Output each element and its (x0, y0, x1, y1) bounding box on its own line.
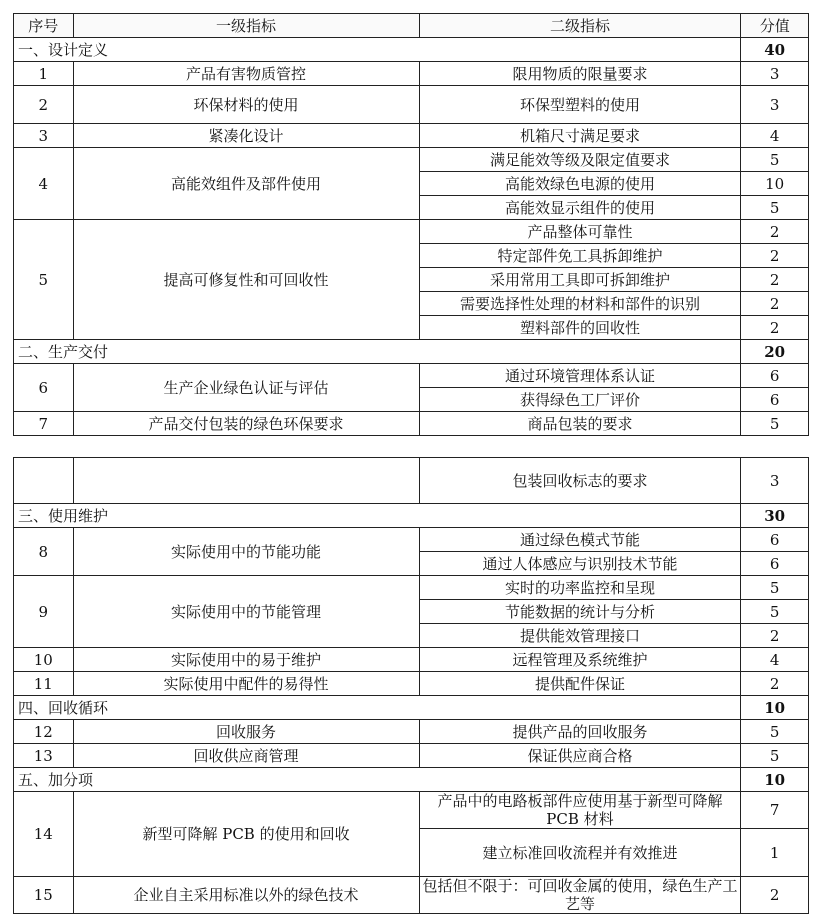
level2-indicator: 需要选择性处理的材料和部件的识别 (419, 292, 741, 316)
table-row (14, 62, 809, 86)
table-row (14, 672, 809, 696)
table-row (14, 86, 809, 124)
item-number: 4 (14, 148, 74, 220)
item-number: 14 (14, 792, 74, 877)
table-row (14, 528, 809, 552)
score-value: 2 (741, 244, 809, 268)
header-score: 分值 (741, 14, 809, 38)
item-number: 9 (14, 576, 74, 648)
table-row (14, 720, 809, 744)
table-row (14, 458, 809, 504)
score-value: 4 (741, 648, 809, 672)
section-score: 20 (741, 340, 809, 364)
level2-indicator: 建立标准回收流程并有效推进 (419, 829, 741, 877)
level1-indicator: 环保材料的使用 (73, 86, 419, 124)
score-value: 6 (741, 552, 809, 576)
level2-indicator: 采用常用工具即可拆卸维护 (419, 268, 741, 292)
level2-indicator: 包括但不限于：可回收金属的使用，绿色生产工艺等 (419, 877, 741, 914)
level1-indicator: 生产企业绿色认证与评估 (73, 364, 419, 412)
score-value: 1 (741, 829, 809, 877)
score-value: 5 (741, 148, 809, 172)
section-title: 三、使用维护 (14, 504, 741, 528)
header-row (14, 14, 809, 38)
item-number (14, 458, 74, 504)
score-value: 2 (741, 672, 809, 696)
score-value: 2 (741, 268, 809, 292)
score-value: 2 (741, 624, 809, 648)
table-row (14, 412, 809, 436)
table-row (14, 744, 809, 768)
indicator-table-part1 (13, 13, 809, 436)
header-level2: 二级指标 (419, 14, 741, 38)
item-number: 11 (14, 672, 74, 696)
score-value: 3 (741, 458, 809, 504)
item-number: 10 (14, 648, 74, 672)
level1-indicator: 紧凑化设计 (73, 124, 419, 148)
score-value: 3 (741, 62, 809, 86)
level1-indicator: 产品有害物质管控 (73, 62, 419, 86)
section-row (14, 696, 809, 720)
score-value: 6 (741, 528, 809, 552)
level2-indicator: 限用物质的限量要求 (419, 62, 741, 86)
level2-indicator: 特定部件免工具拆卸维护 (419, 244, 741, 268)
score-value: 10 (741, 172, 809, 196)
level2-indicator: 提供能效管理接口 (419, 624, 741, 648)
level2-indicator: 产品整体可靠性 (419, 220, 741, 244)
score-value: 2 (741, 316, 809, 340)
section-title: 二、生产交付 (14, 340, 741, 364)
level2-indicator: 机箱尺寸满足要求 (419, 124, 741, 148)
level1-indicator (73, 458, 419, 504)
item-number: 2 (14, 86, 74, 124)
header-level1: 一级指标 (73, 14, 419, 38)
score-value: 4 (741, 124, 809, 148)
score-value: 5 (741, 720, 809, 744)
level1-indicator: 新型可降解 PCB 的使用和回收 (73, 792, 419, 877)
score-value: 2 (741, 292, 809, 316)
section-score: 10 (741, 768, 809, 792)
section-score: 10 (741, 696, 809, 720)
section-score: 30 (741, 504, 809, 528)
level2-indicator: 获得绿色工厂评价 (419, 388, 741, 412)
score-value: 5 (741, 600, 809, 624)
item-number: 13 (14, 744, 74, 768)
item-number: 5 (14, 220, 74, 340)
table-row (14, 220, 809, 244)
level2-indicator: 实时的功率监控和呈现 (419, 576, 741, 600)
score-value: 2 (741, 220, 809, 244)
level2-indicator: 节能数据的统计与分析 (419, 600, 741, 624)
item-number: 3 (14, 124, 74, 148)
item-number: 8 (14, 528, 74, 576)
level1-indicator: 回收服务 (73, 720, 419, 744)
level1-indicator: 高能效组件及部件使用 (73, 148, 419, 220)
level1-indicator: 实际使用中配件的易得性 (73, 672, 419, 696)
score-value: 6 (741, 388, 809, 412)
table-row (14, 148, 809, 172)
score-value: 5 (741, 576, 809, 600)
section-title: 五、加分项 (14, 768, 741, 792)
level1-indicator: 提高可修复性和可回收性 (73, 220, 419, 340)
level2-indicator: 远程管理及系统维护 (419, 648, 741, 672)
level1-indicator: 产品交付包装的绿色环保要求 (73, 412, 419, 436)
level2-indicator: 商品包装的要求 (419, 412, 741, 436)
level2-indicator: 保证供应商合格 (419, 744, 741, 768)
table-row (14, 792, 809, 829)
header-no: 序号 (14, 14, 74, 38)
level1-indicator: 企业自主采用标准以外的绿色技术 (73, 877, 419, 914)
section-row (14, 504, 809, 528)
level2-indicator: 通过人体感应与识别技术节能 (419, 552, 741, 576)
level2-indicator: 通过环境管理体系认证 (419, 364, 741, 388)
score-value: 7 (741, 792, 809, 829)
level2-indicator: 环保型塑料的使用 (419, 86, 741, 124)
level2-indicator: 提供配件保证 (419, 672, 741, 696)
item-number: 6 (14, 364, 74, 412)
level2-indicator: 通过绿色模式节能 (419, 528, 741, 552)
item-number: 1 (14, 62, 74, 86)
section-row (14, 768, 809, 792)
table-row (14, 364, 809, 388)
level2-indicator: 高能效显示组件的使用 (419, 196, 741, 220)
level1-indicator: 实际使用中的节能管理 (73, 576, 419, 648)
level1-indicator: 实际使用中的易于维护 (73, 648, 419, 672)
table-row (14, 576, 809, 600)
table-row (14, 124, 809, 148)
level2-indicator: 满足能效等级及限定值要求 (419, 148, 741, 172)
level2-indicator: 产品中的电路板部件应使用基于新型可降解 PCB 材料 (419, 792, 741, 829)
score-value: 2 (741, 877, 809, 914)
score-value: 6 (741, 364, 809, 388)
item-number: 15 (14, 877, 74, 914)
item-number: 12 (14, 720, 74, 744)
section-title: 四、回收循环 (14, 696, 741, 720)
score-value: 5 (741, 744, 809, 768)
section-score: 40 (741, 38, 809, 62)
score-value: 3 (741, 86, 809, 124)
item-number: 7 (14, 412, 74, 436)
section-title: 一、设计定义 (14, 38, 741, 62)
level1-indicator: 实际使用中的节能功能 (73, 528, 419, 576)
section-row (14, 38, 809, 62)
level2-indicator: 高能效绿色电源的使用 (419, 172, 741, 196)
level2-indicator: 包装回收标志的要求 (419, 458, 741, 504)
section-row (14, 340, 809, 364)
score-value: 5 (741, 196, 809, 220)
table-row (14, 877, 809, 914)
level2-indicator: 塑料部件的回收性 (419, 316, 741, 340)
level2-indicator: 提供产品的回收服务 (419, 720, 741, 744)
table-row (14, 648, 809, 672)
indicator-table-part2 (13, 457, 809, 914)
level1-indicator: 回收供应商管理 (73, 744, 419, 768)
score-value: 5 (741, 412, 809, 436)
